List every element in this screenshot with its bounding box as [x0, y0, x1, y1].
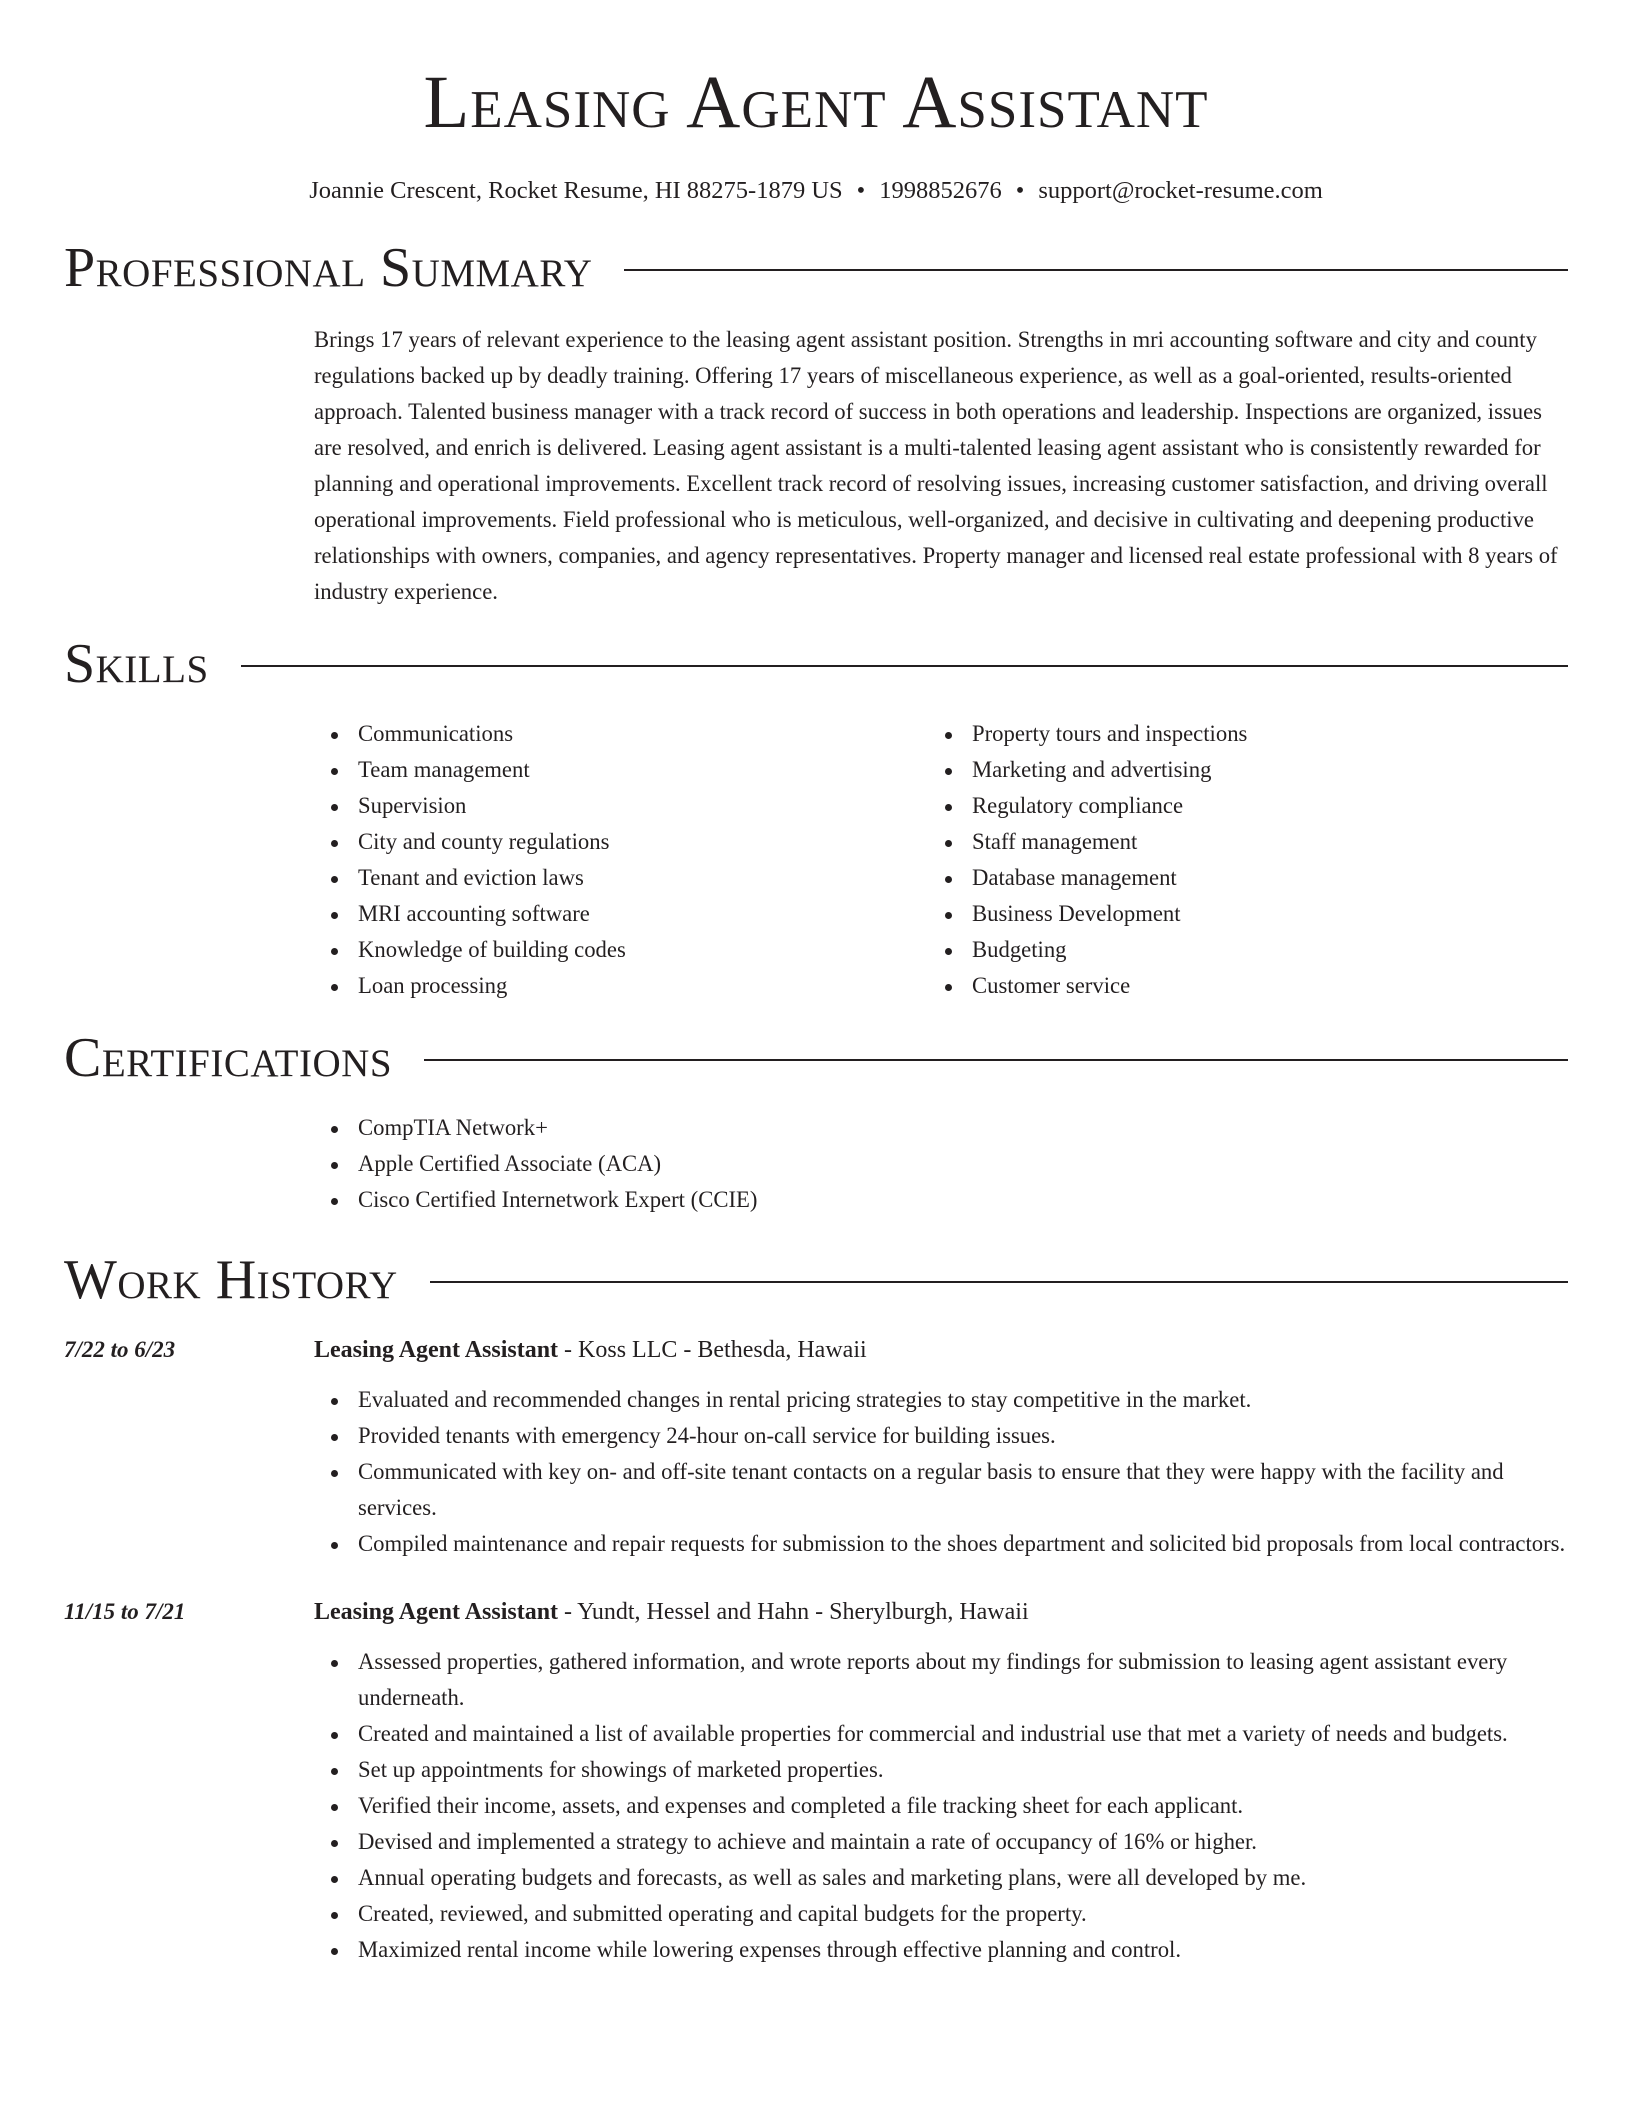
skills-list — [314, 716, 928, 1004]
section-header-skills — [64, 632, 1568, 696]
work-title — [314, 1332, 1568, 1368]
section-divider — [241, 665, 1568, 667]
work-body — [314, 1594, 1568, 1968]
work-bullet: Evaluated and recommended changes in rental pricing strategies to stay competitive in the market. — [314, 1382, 1568, 1418]
skill-item: Tenant and eviction laws — [314, 860, 928, 896]
skill-item: City and county regulations — [314, 824, 928, 860]
skill-item: Staff management — [928, 824, 1542, 860]
section-divider — [624, 269, 1568, 271]
skill-item: Property tours and inspections — [928, 716, 1542, 752]
skill-item: Regulatory compliance — [928, 788, 1542, 824]
skill-item: Communications — [314, 716, 928, 752]
job-company-location: - Yundt, Hessel and Hahn - Sherylburgh, Hawaii — [558, 1599, 1029, 1625]
work-entry — [64, 1594, 1568, 1968]
contact-line — [64, 176, 1568, 206]
skills-column-left — [314, 716, 928, 1004]
work-bullet: Annual operating budgets and forecasts, as well as sales and marketing plans, were all developed by me. — [314, 1860, 1568, 1896]
skill-item: Supervision — [314, 788, 928, 824]
section-title: Certifications — [64, 1027, 393, 1089]
section-divider — [424, 1059, 1568, 1061]
skill-item: Customer service — [928, 968, 1542, 1004]
work-entry — [64, 1332, 1568, 1562]
work-bullet: Assessed properties, gathered information, and wrote reports about my findings for submission to leasing agent assistant every underneath. — [314, 1644, 1568, 1716]
skills-column-right — [928, 716, 1542, 1004]
work-bullet: Created and maintained a list of available properties for commercial and industrial use that met a variety of needs and budgets. — [314, 1716, 1568, 1752]
job-role: Leasing Agent Assistant — [314, 1337, 559, 1363]
work-dates: 7/22 to 6/23 — [64, 1337, 176, 1362]
work-title — [314, 1594, 1568, 1630]
work-bullets — [314, 1382, 1568, 1562]
skill-item: Marketing and advertising — [928, 752, 1542, 788]
skills-grid — [314, 716, 1568, 1004]
work-bullet: Devised and implemented a strategy to achieve and maintain a rate of occupancy of 16% or higher. — [314, 1824, 1568, 1860]
section-divider — [430, 1281, 1568, 1283]
skills-list — [928, 716, 1542, 1004]
contact-separator: • — [1015, 177, 1025, 204]
skill-item: Loan processing — [314, 968, 928, 1004]
certifications-list — [314, 1110, 1568, 1218]
summary-text: Brings 17 years of relevant experience to the leasing agent assistant position. Strengths in mri accounting software and city and county regulations backed up by deadly training. Offering 17 years of miscellaneous experience, as well as a goal-oriented, results-oriented approach. Talented business manager with a track record of success in both operations and leadership. Inspections are organized, issues are resolved, and enrich is delivered. Leasing agent assistant is a multi-talented leasing agent assistant who is consistently rewarded for planning and operational improvements. Excellent track record of resolving issues, increasing customer satisfaction, and driving overall operational improvements. Field professional who is meticulous, well-organized, and decisive in cultivating and deepening productive relationships with owners, companies, and agency representatives. Property manager and licensed real estate professional with 8 years of industry experience. — [314, 327, 1558, 604]
work-bullet: Compiled maintenance and repair requests for submission to the shoes department and solicited bid proposals from local contractors. — [314, 1526, 1568, 1562]
skill-item: Knowledge of building codes — [314, 932, 928, 968]
skill-item: Team management — [314, 752, 928, 788]
job-role: Leasing Agent Assistant — [314, 1599, 559, 1625]
certifications-block — [314, 1110, 1568, 1218]
job-company-location: - Koss LLC - Bethesda, Hawaii — [558, 1337, 867, 1363]
section-header-work-history — [64, 1248, 1568, 1312]
work-bullet: Verified their income, assets, and expenses and completed a file tracking sheet for each applicant. — [314, 1788, 1568, 1824]
work-dates: 11/15 to 7/21 — [64, 1599, 186, 1624]
contact-email: support@rocket-resume.com — [1038, 177, 1323, 204]
certification-item: Cisco Certified Internetwork Expert (CCIE) — [314, 1182, 1568, 1218]
work-body — [314, 1332, 1568, 1562]
candidate-name: Leasing Agent Assistant — [423, 61, 1209, 144]
work-bullets — [314, 1644, 1568, 1968]
section-header-summary — [64, 236, 1568, 300]
skill-item: MRI accounting software — [314, 896, 928, 932]
work-bullet: Maximized rental income while lowering expenses through effective planning and control. — [314, 1932, 1568, 1968]
section-title: Professional Summary — [64, 237, 593, 299]
certification-item: CompTIA Network+ — [314, 1110, 1568, 1146]
work-bullet: Set up appointments for showings of marketed properties. — [314, 1752, 1568, 1788]
skill-item: Budgeting — [928, 932, 1542, 968]
section-header-certifications — [64, 1026, 1568, 1090]
contact-separator: • — [856, 177, 866, 204]
work-bullet: Provided tenants with emergency 24-hour on-call service for building issues. — [314, 1418, 1568, 1454]
skill-item: Business Development — [928, 896, 1542, 932]
section-title: Skills — [64, 633, 209, 695]
work-bullet: Communicated with key on- and off-site tenant contacts on a regular basis to ensure that they were happy with the facility and services. — [314, 1454, 1568, 1526]
contact-address: Joannie Crescent, Rocket Resume, HI 88275-1879 US — [309, 177, 843, 204]
skill-item: Database management — [928, 860, 1542, 896]
certification-item: Apple Certified Associate (ACA) — [314, 1146, 1568, 1182]
work-bullet: Created, reviewed, and submitted operating and capital budgets for the property. — [314, 1896, 1568, 1932]
section-title: Work History — [64, 1249, 398, 1311]
summary-block — [314, 322, 1568, 610]
contact-phone: 1998852676 — [879, 177, 1002, 204]
